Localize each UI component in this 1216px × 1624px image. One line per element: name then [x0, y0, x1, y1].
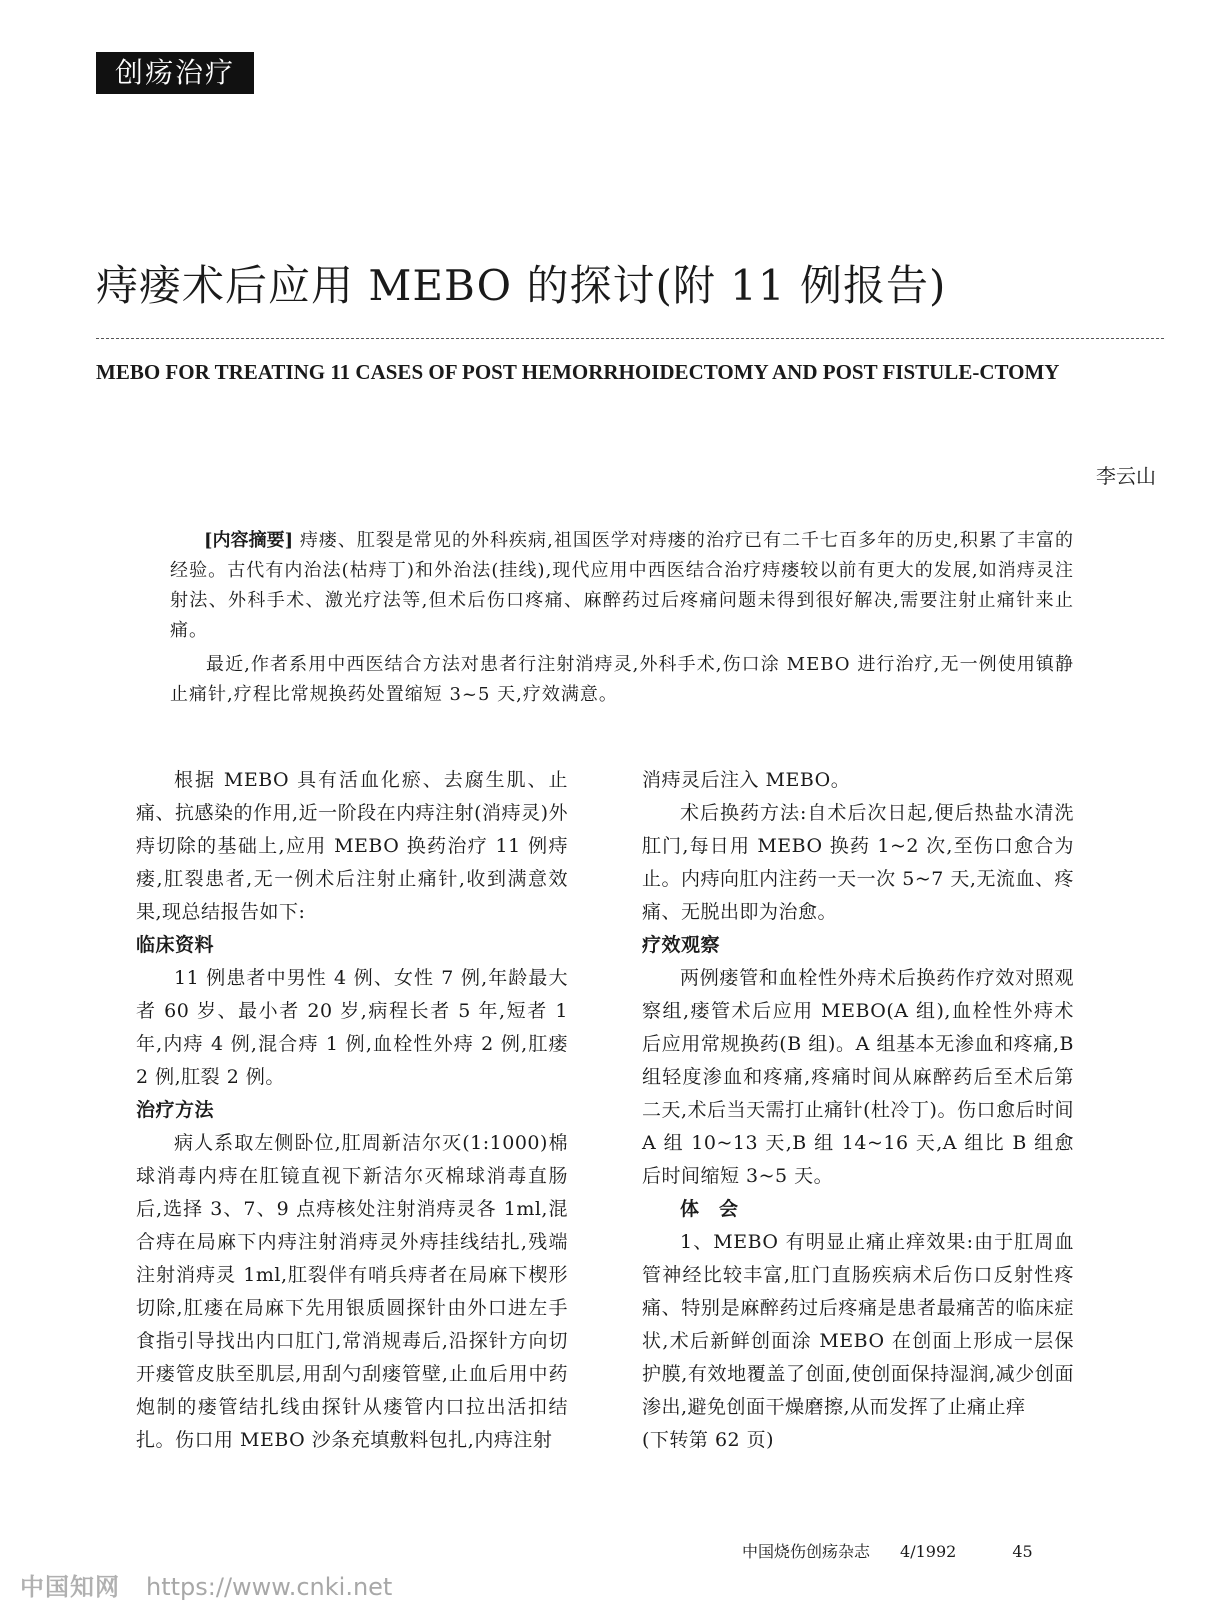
experience-paragraph: 1、MEBO 有明显止痛止痒效果:由于肛周血管神经比较丰富,肛门直肠疾病术后伤口反射性疼痛、特别是麻醉药过后疼痛是患者最痛苦的临床症状,术后新鲜创面涂 MEBO 在创面上形成一层保护膜,有效地覆盖了创面,使创面保持湿润,减少创面渗出,避免创面干燥磨擦,从而发挥了止痛止痒	[642, 1231, 1074, 1418]
abstract-paragraph-2: 最近,作者系用中西医结合方法对患者行注射消痔灵,外科手术,伤口涂 MEBO 进行治疗,无一例使用镇静止痛针,疗程比常规换药处置缩短 3~5 天,疗效满意。	[170, 654, 1074, 705]
page-number: 45	[1012, 1542, 1033, 1561]
heading-clinical-data: 临床资料	[136, 934, 215, 956]
article-title-cn: 痔瘘术后应用 MEBO 的探讨(附 11 例报告)	[96, 261, 947, 310]
postop-paragraph: 术后换药方法:自术后次日起,便后热盐水清洗肛门,每日用 MEBO 换药 1~2 次,至伤口愈合为止。内痔向肛内注药一天一次 5~7 天,无流血、疼痛、无脱出即为治愈。	[642, 802, 1074, 923]
abstract-paragraph-1	[170, 526, 1074, 646]
page-footer	[742, 1540, 1102, 1564]
section-tag: 创疡治疗	[96, 52, 254, 94]
author-name: 李云山	[1096, 464, 1156, 488]
clinical-paragraph: 11 例患者中男性 4 例、女性 7 例,年龄最大者 60 岁、最小者 20 岁,病程长者 5 年,短者 1 年,内痔 4 例,混合痔 1 例,血栓性外痔 2 例,肛瘘 2 例,肛裂 2 例。	[136, 967, 568, 1088]
abstract-label: [内容摘要]	[204, 530, 294, 551]
cnki-url: https://www.cnki.net	[146, 1573, 393, 1601]
heading-efficacy-observation: 疗效观察	[642, 934, 721, 956]
intro-paragraph: 根据 MEBO 具有活血化瘀、去腐生肌、止痛、抗感染的作用,近一阶段在内痔注射(消痔灵)外痔切除的基础上,应用 MEBO 换药治疗 11 例痔瘘,肛裂患者,无一例术后注射止痛针,收到满意效果,现总结报告如下:	[136, 769, 568, 923]
cnki-logo: 中国知网	[20, 1573, 120, 1601]
journal-name: 中国烧伤创疡杂志	[742, 1542, 871, 1561]
left-column	[136, 764, 568, 1457]
heading-treatment-method: 治疗方法	[136, 1099, 215, 1121]
heading-experience: 体会	[680, 1198, 759, 1220]
right-column	[642, 764, 1074, 1457]
title-divider	[96, 338, 1164, 339]
abstract-text-1: 痔瘘、肛裂是常见的外科疾病,祖国医学对痔瘘的治疗已有二千七百多年的历史,积累了丰富的经验。古代有内治法(枯痔丁)和外治法(挂线),现代应用中西医结合治疗痔瘘较以前有更大的发展,如消痔灵注射法、外科手术、激光疗法等,但术后伤口疼痛、麻醉药过后疼痛问题未得到很好解决,需要注射止痛针来止痛。	[170, 530, 1074, 641]
method-paragraph: 病人系取左侧卧位,肛周新洁尔灭(1:1000)棉球消毒内痔在肛镜直视下新洁尔灭棉球消毒直肠后,选择 3、7、9 点痔核处注射消痔灵各 1ml,混合痔在局麻下内痔注射消痔灵外痔挂线结扎,残端注射消痔灵 1ml,肛裂伴有哨兵痔者在局麻下楔形切除,肛瘘在局麻下先用银质圆探针由外口进左手食指引导找出内口肛门,常消规毒后,沿探针方向切开瘘管皮肤至肌层,用刮勺刮瘘管壁,止血后用中药炮制的瘘管结扎线由探针从瘘管内口拉出活扣结扎。伤口用 MEBO 沙条充填敷料包扎,内痔注射	[136, 1132, 568, 1451]
journal-issue: 4/1992	[900, 1542, 957, 1561]
continued-line: 消痔灵后注入 MEBO。	[642, 769, 851, 791]
observation-paragraph: 两例瘘管和血栓性外痔术后换药作疗效对照观察组,瘘管术后应用 MEBO(A 组),血栓性外痔术后应用常规换药(B 组)。A 组基本无渗血和疼痛,B 组轻度渗血和疼痛,疼痛时间从麻醉药后至术后第二天,术后当天需打止痛针(杜冷丁)。伤口愈后时间 A 组 10~13 天,B 组 14~16 天,A 组比 B 组愈后时间缩短 3~5 天。	[642, 967, 1074, 1187]
cnki-watermark	[20, 1570, 392, 1604]
continued-note: (下转第 62 页)	[642, 1429, 775, 1451]
article-title-en: MEBO FOR TREATING 11 CASES OF POST HEMORRHOIDECTOMY AND POST FISTULE-CTOMY	[96, 360, 1060, 384]
abstract	[170, 526, 1074, 714]
